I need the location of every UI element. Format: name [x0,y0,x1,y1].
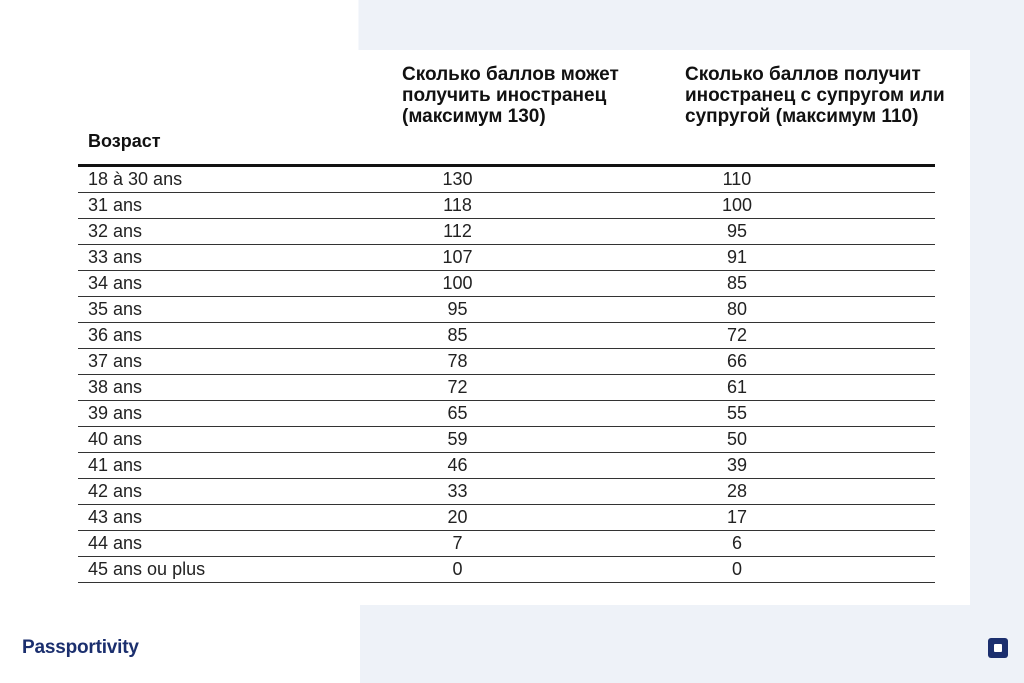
points-cell: 100 [442,273,473,293]
brand-name: Passportivity [22,637,139,658]
table-row [78,479,935,505]
points-table [78,64,945,583]
spouse-points-cell: 91 [726,247,747,267]
age-cell: 41 ans [88,455,143,475]
age-cell: 40 ans [88,429,143,449]
age-cell: 31 ans [88,195,143,215]
table-row [78,349,935,375]
table-body [78,167,935,583]
points-cell: 85 [447,325,468,345]
square-logo-icon [988,638,1008,658]
table-row [78,167,935,193]
points-cell: 118 [443,195,472,215]
table-row [78,193,935,219]
points-cell: 59 [447,429,468,449]
spouse-points-cell: 72 [726,325,747,345]
spouse-points-cell: 17 [726,507,747,527]
table-row [78,505,935,531]
points-cell: 95 [447,299,468,319]
points-cell: 107 [442,247,473,267]
spouse-points-cell: 0 [731,559,742,579]
age-cell: 18 à 30 ans [88,169,183,189]
spouse-points-cell: 61 [726,377,747,397]
points-cell: 7 [452,533,463,553]
header-max-130: Сколько баллов может получить иностранец (максимум 130) [402,64,619,127]
points-cell: 72 [447,377,468,397]
points-cell: 130 [442,169,473,189]
table-row [78,427,935,453]
spouse-points-cell: 6 [731,533,742,553]
spouse-points-cell: 66 [726,351,747,371]
table-row [78,375,935,401]
age-cell: 42 ans [88,481,143,501]
points-cell: 112 [443,221,472,241]
points-cell: 20 [447,507,468,527]
points-cell: 78 [447,351,468,371]
age-cell: 44 ans [88,533,143,553]
table-row [78,297,935,323]
header-age: Возраст [88,131,161,151]
points-cell: 33 [447,481,468,501]
spouse-points-cell: 80 [726,299,747,319]
table-row [78,557,935,583]
age-cell: 37 ans [88,351,143,371]
header-max-110: Сколько баллов получит иностранец с супругом или супругой (максимум 110) [685,64,945,127]
background-strip [0,0,1024,50]
points-cell: 65 [447,403,468,423]
spouse-points-cell: 28 [726,481,747,501]
age-cell: 39 ans [88,403,143,423]
age-cell: 35 ans [88,299,143,319]
age-cell: 34 ans [88,273,143,293]
table-row [78,271,935,297]
spouse-points-cell: 50 [726,429,747,449]
table-card [55,50,970,605]
age-cell: 36 ans [88,325,143,345]
age-cell: 33 ans [88,247,143,267]
table-row [78,531,935,557]
points-cell: 0 [452,559,463,579]
spouse-points-cell: 85 [726,273,747,293]
spouse-points-cell: 110 [722,169,752,189]
age-cell: 38 ans [88,377,143,397]
points-cell: 46 [447,455,468,475]
table-row [78,323,935,349]
table-row [78,453,935,479]
spouse-points-cell: 55 [726,403,747,423]
age-cell: 43 ans [88,507,143,527]
spouse-points-cell: 100 [721,195,752,215]
table-row [78,245,935,271]
spouse-points-cell: 39 [726,455,747,475]
table-header [78,64,945,164]
age-cell: 32 ans [88,221,143,241]
spouse-points-cell: 95 [726,221,747,241]
table-row [78,401,935,427]
age-cell: 45 ans ou plus [88,559,206,579]
table-row [78,219,935,245]
